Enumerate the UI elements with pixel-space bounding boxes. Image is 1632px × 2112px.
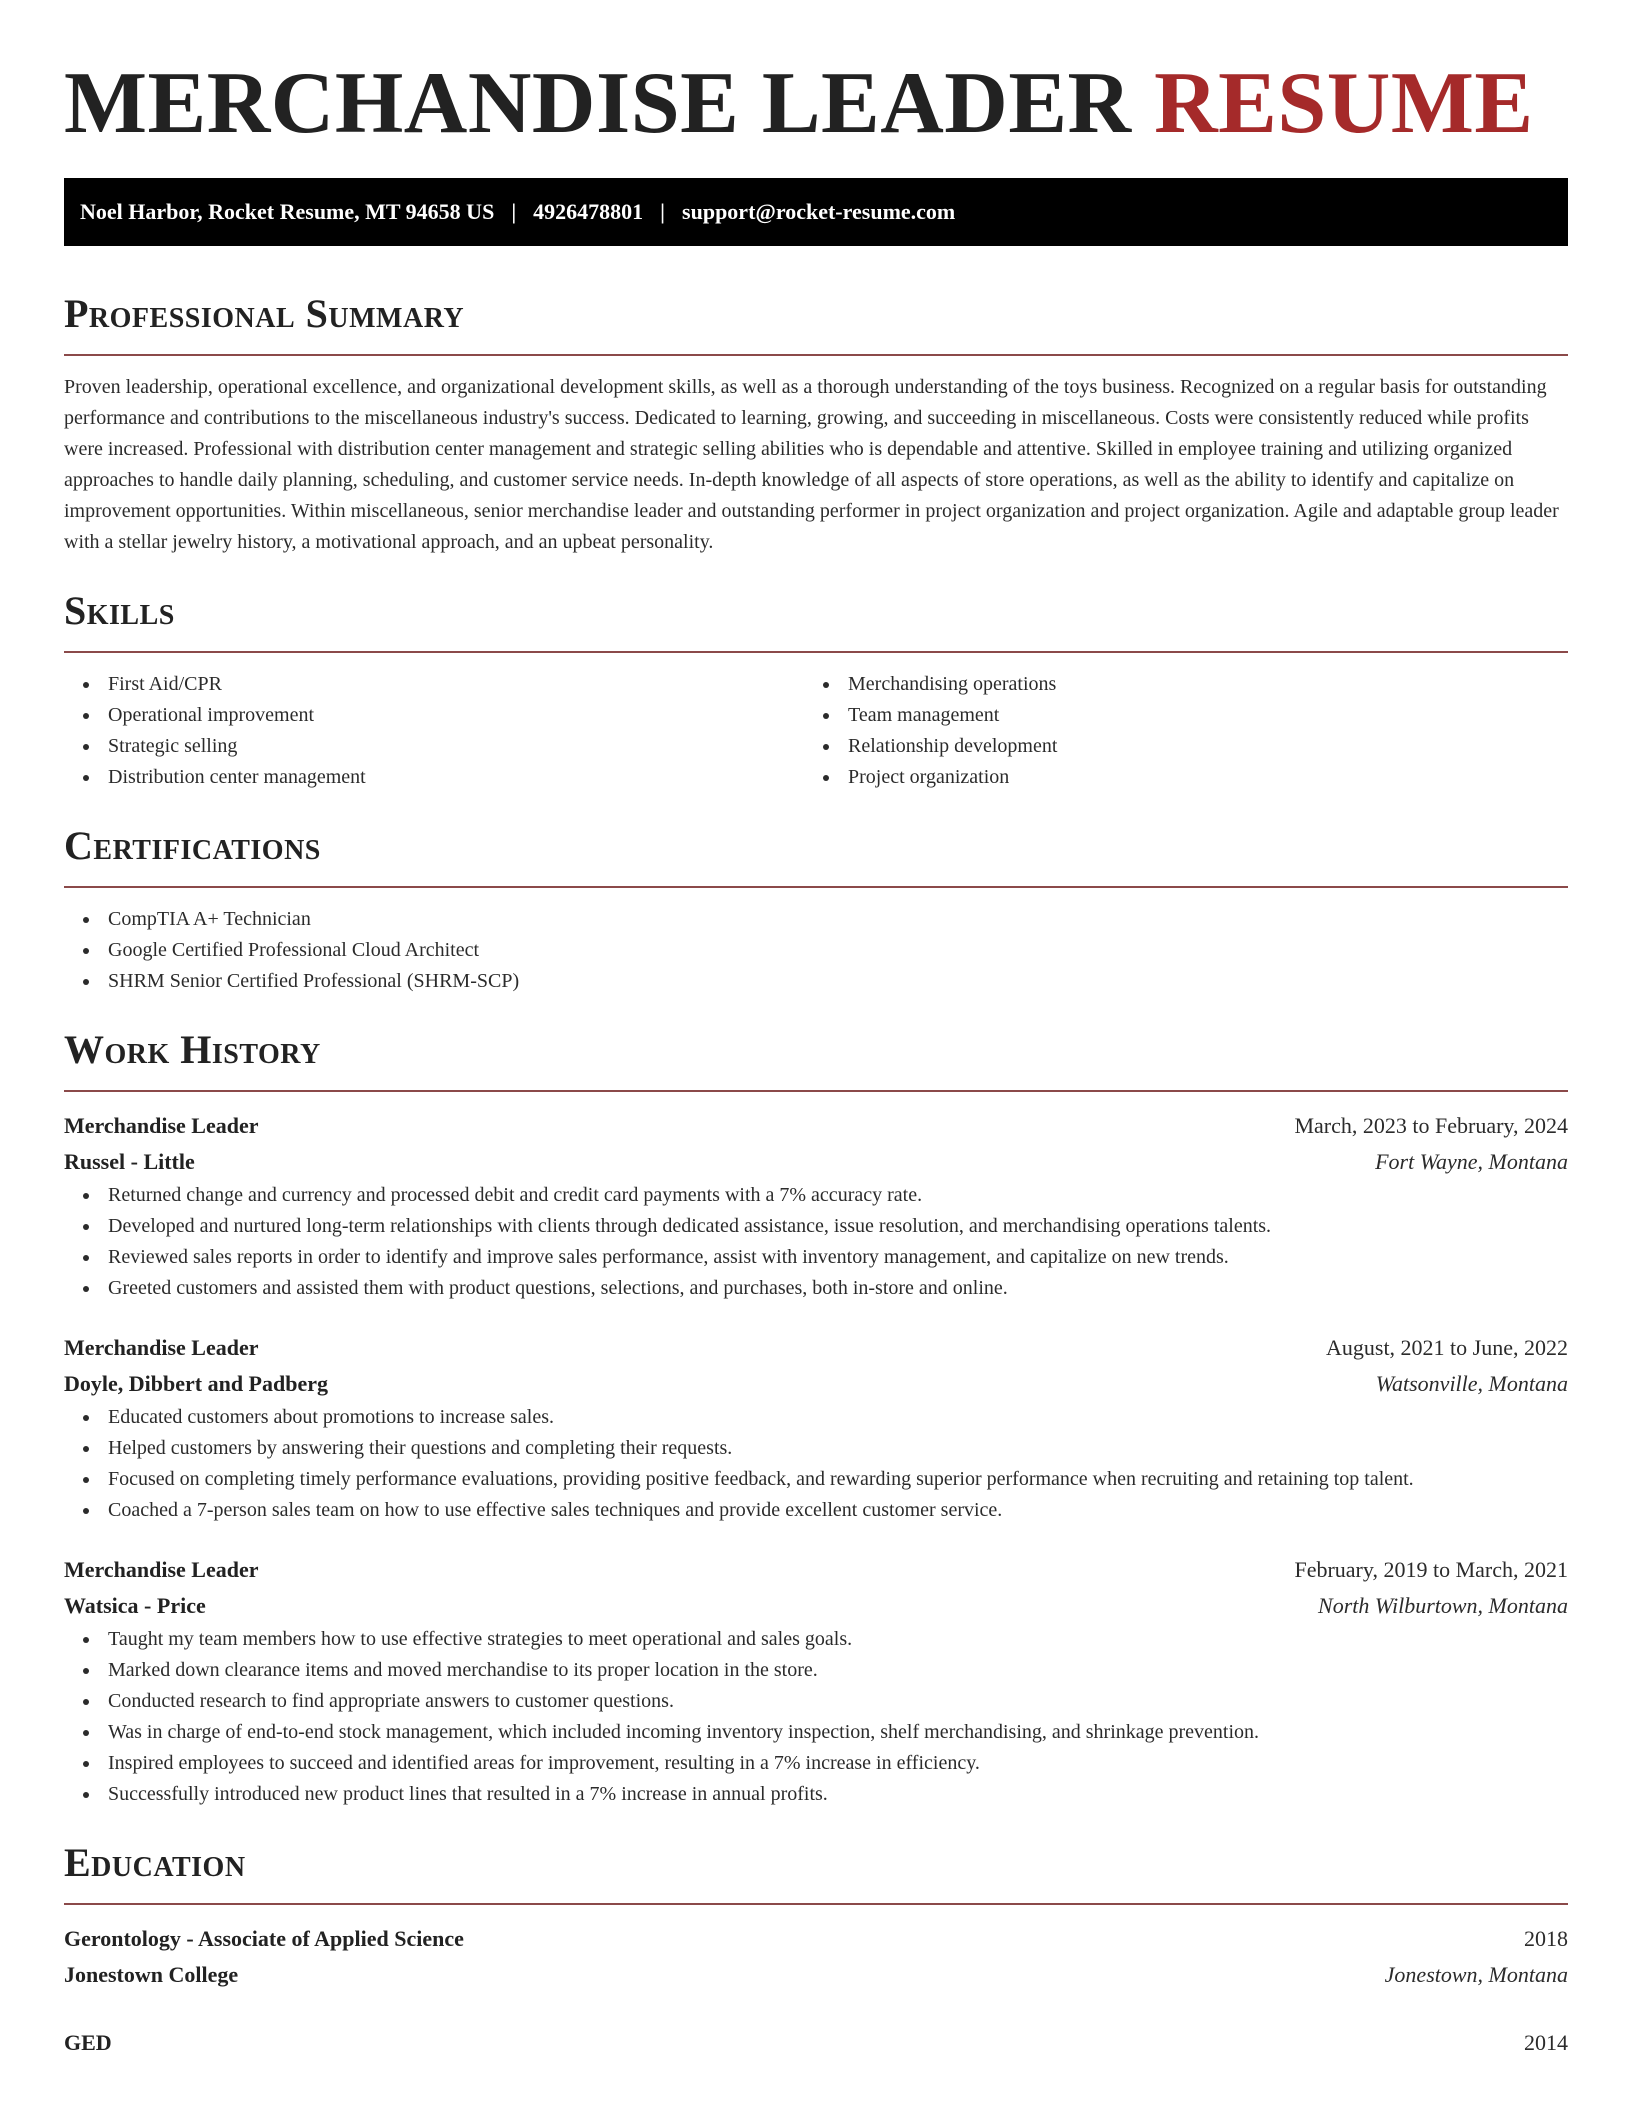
job-bullet: Conducted research to find appropriate answers to customer questions. (64, 1686, 1568, 1717)
certification-item: Google Certified Professional Cloud Architect (64, 935, 1568, 966)
job-entry (64, 1330, 1568, 1526)
contact-address: Noel Harbor, Rocket Resume, MT 94658 US (80, 199, 495, 224)
work-history-heading: Work History (64, 1027, 321, 1072)
job-company-row (64, 1366, 1568, 1402)
job-dates: February, 2019 to March, 2021 (1294, 1557, 1568, 1582)
contact-separator: | (511, 199, 517, 224)
skill-item: Operational improvement (64, 700, 804, 731)
job-title: Merchandise Leader (64, 1557, 259, 1582)
skills-section (64, 587, 1568, 793)
job-company: Watsica - Price (64, 1593, 206, 1618)
certifications-heading: Certifications (64, 823, 321, 868)
education-degree-row (64, 1921, 1568, 1957)
education-degree: Gerontology - Associate of Applied Science (64, 1926, 464, 1951)
summary-text: Proven leadership, operational excellence, and organizational development skills, as well as a thorough understanding of the toys business. Recognized on a regular basis for outstanding performance and contributions to the miscellaneous industry's success. Dedicated to learning, growing, and succeeding in miscellaneous. Costs were consistently reduced while profits were increased. Professional with distribution center management and strategic selling abilities who is dependable and attentive. Skilled in employee training and utilizing organized approaches to handle daily planning, scheduling, and customer service needs. In-depth knowledge of all aspects of store operations, as well as the ability to identify and capitalize on improvement opportunities. Within miscellaneous, senior merchandise leader and outstanding performer in project organization and project organization. Agile and adaptable group leader with a stellar jewelry history, a motivational approach, and an upbeat personality. (64, 376, 1559, 553)
section-divider (64, 354, 1568, 356)
job-bullet: Taught my team members how to use effective strategies to meet operational and sales goals. (64, 1624, 1568, 1655)
skills-grid (64, 669, 1568, 793)
job-company-row (64, 1144, 1568, 1180)
skill-item: Merchandising operations (804, 669, 1544, 700)
education-degree: GED (64, 2030, 112, 2055)
job-bullets (64, 1624, 1568, 1810)
contact-bar (64, 178, 1568, 246)
job-bullet: Greeted customers and assisted them with product questions, selections, and purchases, both in-store and online. (64, 1273, 1568, 1304)
education-degree-row (64, 2025, 1568, 2061)
skill-item: Distribution center management (64, 762, 804, 793)
section-divider (64, 1903, 1568, 1905)
section-divider (64, 651, 1568, 653)
skills-heading: Skills (64, 588, 175, 633)
certification-item: SHRM Senior Certified Professional (SHRM-SCP) (64, 966, 1568, 997)
skill-item: Strategic selling (64, 731, 804, 762)
job-company: Russel - Little (64, 1149, 195, 1174)
education-entry (64, 2025, 1568, 2061)
job-bullet: Successfully introduced new product lines that resulted in a 7% increase in annual profits. (64, 1779, 1568, 1810)
certifications-section (64, 822, 1568, 997)
job-bullet: Was in charge of end-to-end stock management, which included incoming inventory inspection, shelf merchandising, and shrinkage prevention. (64, 1717, 1568, 1748)
job-title-row (64, 1552, 1568, 1588)
certifications-list (64, 904, 1568, 997)
education-school-row (64, 1957, 1568, 1993)
education-year: 2014 (1524, 2030, 1568, 2055)
job-bullet: Helped customers by answering their questions and completing their requests. (64, 1433, 1568, 1464)
contact-email: support@rocket-resume.com (682, 199, 956, 224)
job-location: Watsonville, Montana (1375, 1371, 1568, 1396)
job-title-row (64, 1108, 1568, 1144)
job-bullets (64, 1402, 1568, 1526)
job-bullet: Inspired employees to succeed and identified areas for improvement, resulting in a 7% increase in efficiency. (64, 1748, 1568, 1779)
title-accent: RESUME (1154, 55, 1534, 152)
job-dates: March, 2023 to February, 2024 (1294, 1113, 1568, 1138)
job-company-row (64, 1588, 1568, 1624)
skill-item: Project organization (804, 762, 1544, 793)
education-school: Jonestown College (64, 1962, 239, 1987)
job-bullets (64, 1180, 1568, 1304)
skills-list-right (804, 669, 1544, 793)
skills-list-left (64, 669, 804, 793)
education-location: Jonestown, Montana (1384, 1962, 1568, 1987)
summary-heading: Professional Summary (64, 291, 465, 336)
job-company: Doyle, Dibbert and Padberg (64, 1371, 328, 1396)
job-bullet: Focused on completing timely performance evaluations, providing positive feedback, and rewarding superior performance when recruiting and retaining top talent. (64, 1464, 1568, 1495)
job-bullet: Developed and nurtured long-term relationships with clients through dedicated assistance, issue resolution, and merchandising operations talents. (64, 1211, 1568, 1242)
job-title: Merchandise Leader (64, 1113, 259, 1138)
resume-title (64, 0, 1568, 154)
skill-item: Team management (804, 700, 1544, 731)
work-history-section (64, 1026, 1568, 1810)
section-divider (64, 1090, 1568, 1092)
certification-item: CompTIA A+ Technician (64, 904, 1568, 935)
job-bullet: Marked down clearance items and moved merchandise to its proper location in the store. (64, 1655, 1568, 1686)
skill-item: Relationship development (804, 731, 1544, 762)
education-year: 2018 (1524, 1926, 1568, 1951)
job-entry (64, 1108, 1568, 1304)
job-title-row (64, 1330, 1568, 1366)
education-entry (64, 1921, 1568, 1993)
job-entry (64, 1552, 1568, 1810)
job-bullet: Reviewed sales reports in order to identify and improve sales performance, assist with inventory management, and capitalize on new trends. (64, 1242, 1568, 1273)
job-dates: August, 2021 to June, 2022 (1326, 1335, 1568, 1360)
education-section (64, 1839, 1568, 2061)
job-title: Merchandise Leader (64, 1335, 259, 1360)
contact-separator: | (660, 199, 666, 224)
section-divider (64, 886, 1568, 888)
title-main: MERCHANDISE LEADER (64, 55, 1132, 152)
contact-phone: 4926478801 (533, 199, 644, 224)
job-bullet: Coached a 7-person sales team on how to use effective sales techniques and provide excellent customer service. (64, 1495, 1568, 1526)
job-bullet: Returned change and currency and processed debit and credit card payments with a 7% accuracy rate. (64, 1180, 1568, 1211)
job-location: North Wilburtown, Montana (1318, 1593, 1568, 1618)
job-location: Fort Wayne, Montana (1375, 1149, 1568, 1174)
job-bullet: Educated customers about promotions to increase sales. (64, 1402, 1568, 1433)
summary-section (64, 290, 1568, 558)
education-heading: Education (64, 1840, 246, 1885)
skill-item: First Aid/CPR (64, 669, 804, 700)
